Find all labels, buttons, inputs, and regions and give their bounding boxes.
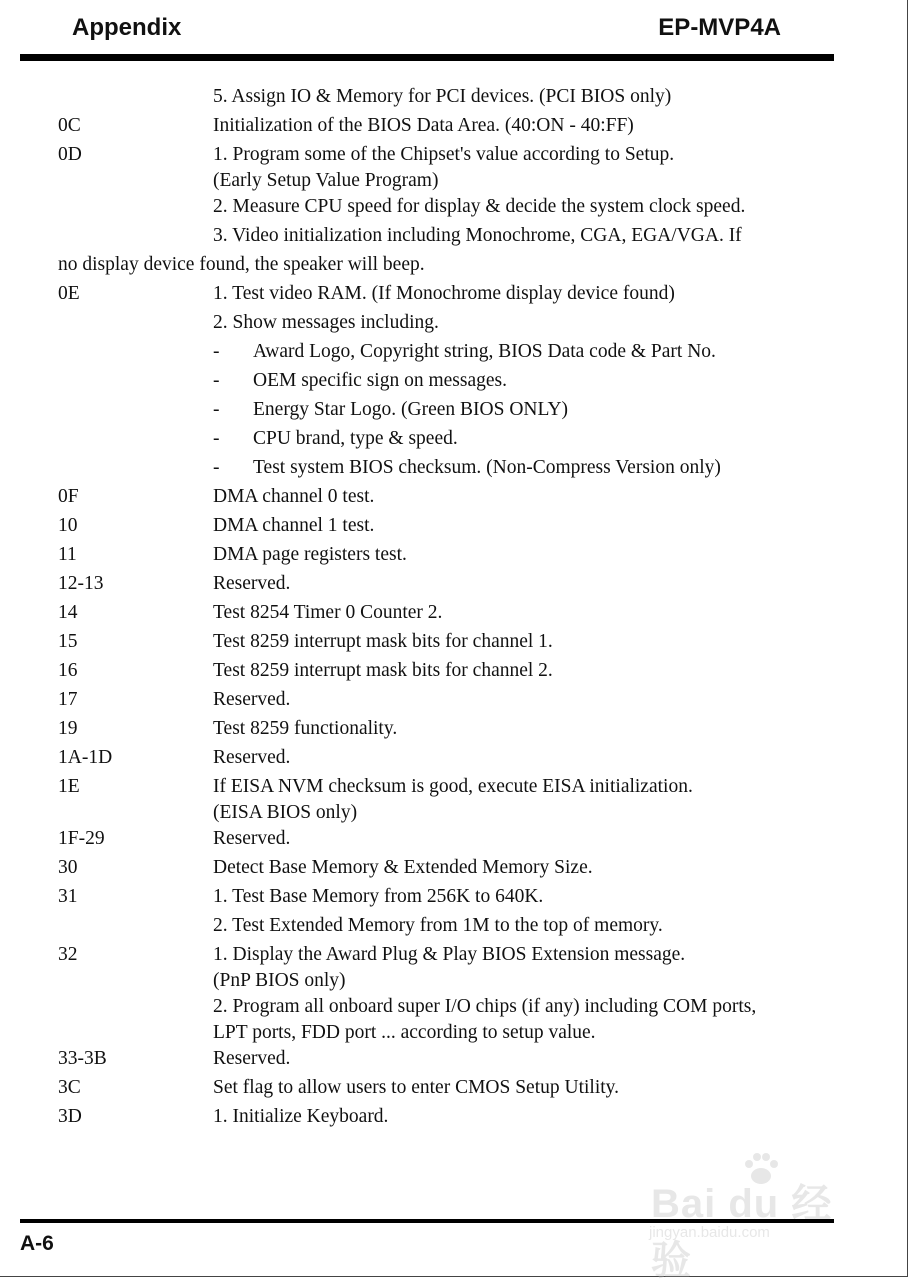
description-line: Reserved. [213,1048,291,1069]
post-description [213,142,838,194]
description-line: 3. Video initialization including Monochrome, CGA, EGA/VGA. If [213,225,742,246]
bullet-dash: - [213,341,220,362]
header-rule [20,54,834,61]
table-row [58,252,838,281]
watermark-brand: Bai du 经验 [651,1182,833,1283]
post-description [213,774,838,826]
post-code: 3C [58,1077,81,1098]
post-description [213,629,838,655]
post-description [213,942,838,994]
header-model-name: EP-MVP4A [658,14,781,41]
description-line: 1. Initialize Keyboard. [213,1106,389,1127]
post-code: 1A-1D [58,747,113,768]
post-code-table [58,84,838,1133]
post-code: 14 [58,602,78,623]
description-line: Test 8259 interrupt mask bits for channel 2. [213,660,553,681]
post-code: 15 [58,631,78,652]
bullet-dash: - [213,370,220,391]
post-description [213,397,838,423]
bullet-dash: - [213,457,220,478]
description-line: Set flag to allow users to enter CMOS Setup Utility. [213,1077,620,1098]
table-row [58,942,838,994]
post-code: 10 [58,515,78,536]
description-line: 2. Measure CPU speed for display & decide the system clock speed. [213,196,746,217]
post-code: 30 [58,857,78,878]
page-number: A-6 [20,1232,54,1255]
table-row [58,426,838,455]
description-line: (Early Setup Value Program) [213,170,439,191]
table-row [58,1075,838,1104]
post-description [213,223,838,249]
post-code: 32 [58,944,78,965]
post-description [213,1075,838,1101]
table-row [58,745,838,774]
table-row [58,397,838,426]
description-line: Reserved. [213,747,291,768]
table-row [58,223,838,252]
post-description [213,1046,838,1072]
bullet-dash: - [213,399,220,420]
table-row [58,629,838,658]
table-row [58,84,838,113]
post-description [213,84,838,110]
post-description [213,600,838,626]
description-line: Reserved. [213,828,291,849]
post-description [213,571,838,597]
post-code: 3D [58,1106,82,1127]
header-section-title: Appendix [72,14,182,41]
post-description [213,658,838,684]
post-description [213,339,838,365]
table-row [58,368,838,397]
description-line: Detect Base Memory & Extended Memory Size. [213,857,593,878]
bullet-dash: - [213,428,220,449]
description-line: Initialization of the BIOS Data Area. (40:ON - 40:FF) [213,115,634,136]
post-description [213,113,838,139]
post-description [213,1104,838,1130]
post-description [213,513,838,539]
description-line: 2. Test Extended Memory from 1M to the top of memory. [213,915,663,936]
table-row [58,658,838,687]
description-line: Reserved. [213,573,291,594]
post-description [213,484,838,510]
table-row [58,339,838,368]
description-line: Energy Star Logo. (Green BIOS ONLY) [253,399,569,420]
post-code: 17 [58,689,78,710]
post-description [213,368,838,394]
description-line: DMA channel 0 test. [213,486,375,507]
table-row [58,571,838,600]
post-code: 0F [58,486,79,507]
baidu-watermark [645,1150,865,1283]
post-code: 1E [58,776,80,797]
table-row [58,826,838,855]
description-line: DMA channel 1 test. [213,515,375,536]
post-code: 0D [58,144,82,165]
description-line: Test system BIOS checksum. (Non-Compress Version only) [253,457,721,478]
table-row [58,774,838,826]
post-description [213,855,838,881]
watermark-url: jingyan.baidu.com [649,1224,770,1241]
post-description [213,913,838,939]
table-row [58,113,838,142]
post-code: 11 [58,544,77,565]
table-row [58,542,838,571]
post-code: 0E [58,283,80,304]
post-description [213,455,838,481]
post-description [213,194,838,220]
post-code: 0C [58,115,81,136]
post-description [213,542,838,568]
post-description [213,310,838,336]
post-description [213,826,838,852]
description-line: 2. Show messages including. [213,312,439,333]
description-line: DMA page registers test. [213,544,407,565]
post-code: 33-3B [58,1048,107,1069]
description-line: 1. Test video RAM. (If Monochrome display device found) [213,283,675,304]
row-continuation-text: no display device found, the speaker will beep. [58,254,425,275]
table-row [58,716,838,745]
table-row [58,1046,838,1075]
post-code: 16 [58,660,78,681]
description-line: CPU brand, type & speed. [253,428,458,449]
description-line: 2. Program all onboard super I/O chips (if any) including COM ports, [213,996,757,1017]
description-line: (PnP BIOS only) [213,970,346,991]
description-line: 1. Test Base Memory from 256K to 640K. [213,886,544,907]
description-line: Test 8254 Timer 0 Counter 2. [213,602,443,623]
post-description [213,687,838,713]
table-row [58,687,838,716]
description-line: (EISA BIOS only) [213,802,358,823]
post-code: 1F-29 [58,828,105,849]
table-row [58,484,838,513]
table-row [58,281,838,310]
description-line: OEM specific sign on messages. [253,370,507,391]
description-line: 5. Assign IO & Memory for PCI devices. (PCI BIOS only) [213,86,672,107]
post-description [213,281,838,307]
post-description [213,426,838,452]
post-description [213,994,838,1046]
description-line: Test 8259 functionality. [213,718,398,739]
description-line: 1. Program some of the Chipset's value according to Setup. [213,144,675,165]
table-row [58,884,838,913]
table-row [58,513,838,542]
post-code: 31 [58,886,78,907]
post-code: 12-13 [58,573,104,594]
table-row [58,855,838,884]
table-row [58,455,838,484]
table-row [58,194,838,223]
description-line: Award Logo, Copyright string, BIOS Data code & Part No. [253,341,716,362]
description-line: Reserved. [213,689,291,710]
description-line: Test 8259 interrupt mask bits for channel 1. [213,631,553,652]
table-row [58,1104,838,1133]
description-line: If EISA NVM checksum is good, execute EISA initialization. [213,776,693,797]
post-description [213,716,838,742]
post-description [213,745,838,771]
table-row [58,600,838,629]
table-row [58,142,838,194]
description-line: LPT ports, FDD port ... according to setup value. [213,1022,596,1043]
post-code: 19 [58,718,78,739]
description-line: 1. Display the Award Plug & Play BIOS Extension message. [213,944,686,965]
post-description [213,884,838,910]
table-row [58,913,838,942]
table-row [58,994,838,1046]
table-row [58,310,838,339]
